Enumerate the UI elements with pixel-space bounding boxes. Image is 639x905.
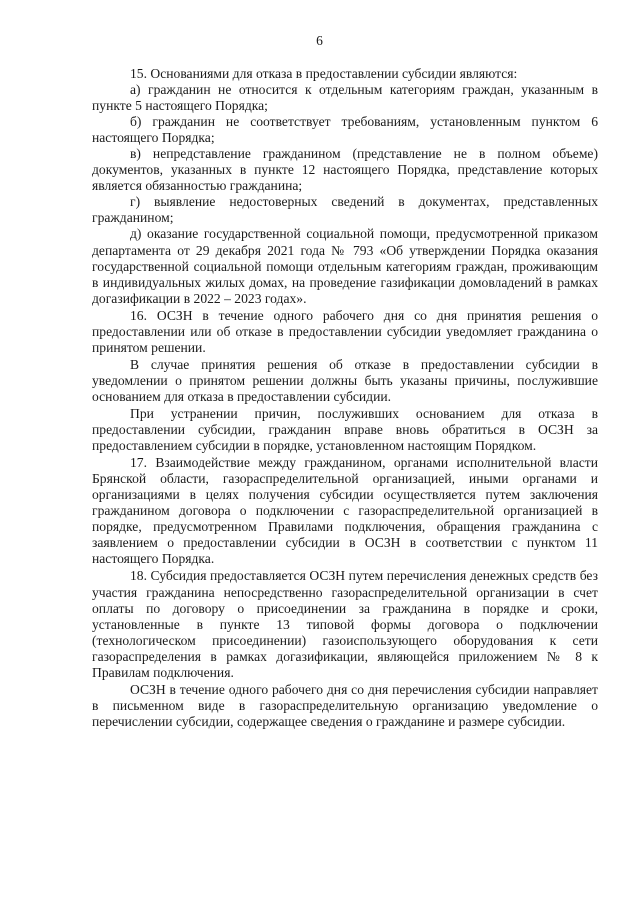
paragraph-17: 17. Взаимодействие между гражданином, органами исполнительной власти Брянской области, газораспределительной организацией, иными органами и организациями в целях получения субсидии осуществляется путем заключения гражданином договора о подключении с газораспределительной организацией в порядке, предусмотренном Правилами подключения, обращения гражданина с заявлением о предоставлении субсидии в ОСЗН в соответствии с пунктом 11 настоящего Порядка.: [92, 455, 598, 567]
paragraph-16-refusal: В случае принятия решения об отказе в предоставлении субсидии в уведомлении о принятом решении должны быть указаны причины, послужившие основанием для отказа в предоставлении субсидии.: [92, 356, 598, 404]
paragraph-18: 18. Субсидия предоставляется ОСЗН путем перечисления денежных средств без участия гражданина непосредственно газораспределительной организации в счет оплаты по договору о присоединении за гражданина в порядке и сроки, установленные в пункте 13 типовой формы договора о подключении (технологическом присоединении) газоиспользующего оборудования к сети газораспределения в рамках догазификации, являющейся приложением № 8 к Правилам подключения.: [92, 568, 598, 680]
paragraph-15-v: в) непредставление гражданином (представление не в полном объеме) документов, указанных в пункте 12 настоящего Порядка, представление которых является обязанностью гражданина;: [92, 146, 598, 194]
paragraph-18-notice: ОСЗН в течение одного рабочего дня со дня перечисления субсидии направляет в письменном виде в газораспределительную организацию уведомление о перечислении субсидии, содержащее сведения о гражданине и размере субсидии.: [92, 681, 598, 729]
paragraph-16: 16. ОСЗН в течение одного рабочего дня со дня принятия решения о предоставлении или об отказе в предоставлении субсидии уведомляет гражданина о принятом решении.: [92, 307, 598, 355]
paragraph-15-d: д) оказание государственной социальной помощи, предусмотренной приказом департамента от 29 декабря 2021 года № 793 «Об утверждении Порядка оказания государственной социальной помощи отдельным категориям граждан, проживающим в индивидуальных жилых домах, на проведение газификации домовладений в рамках догазификации в 2022 – 2023 годах».: [92, 226, 598, 306]
paragraph-15-g: г) выявление недостоверных сведений в документах, представленных гражданином;: [92, 194, 598, 226]
paragraph-15-a: а) гражданин не относится к отдельным категориям граждан, указанным в пункте 5 настоящего Порядка;: [92, 82, 598, 114]
page-number: 6: [316, 33, 323, 48]
document-body: [92, 66, 598, 730]
paragraph-15-intro: 15. Основаниями для отказа в предоставлении субсидии являются:: [130, 66, 518, 81]
paragraph-15-b: б) гражданин не соответствует требованиям, установленным пунктом 6 настоящего Порядка;: [92, 114, 598, 146]
paragraph-16-reapply: При устранении причин, послуживших основанием для отказа в предоставлении субсидии, гражданин вправе вновь обратиться в ОСЗН за предоставлением субсидии в порядке, установленном настоящим Порядком.: [92, 405, 598, 454]
